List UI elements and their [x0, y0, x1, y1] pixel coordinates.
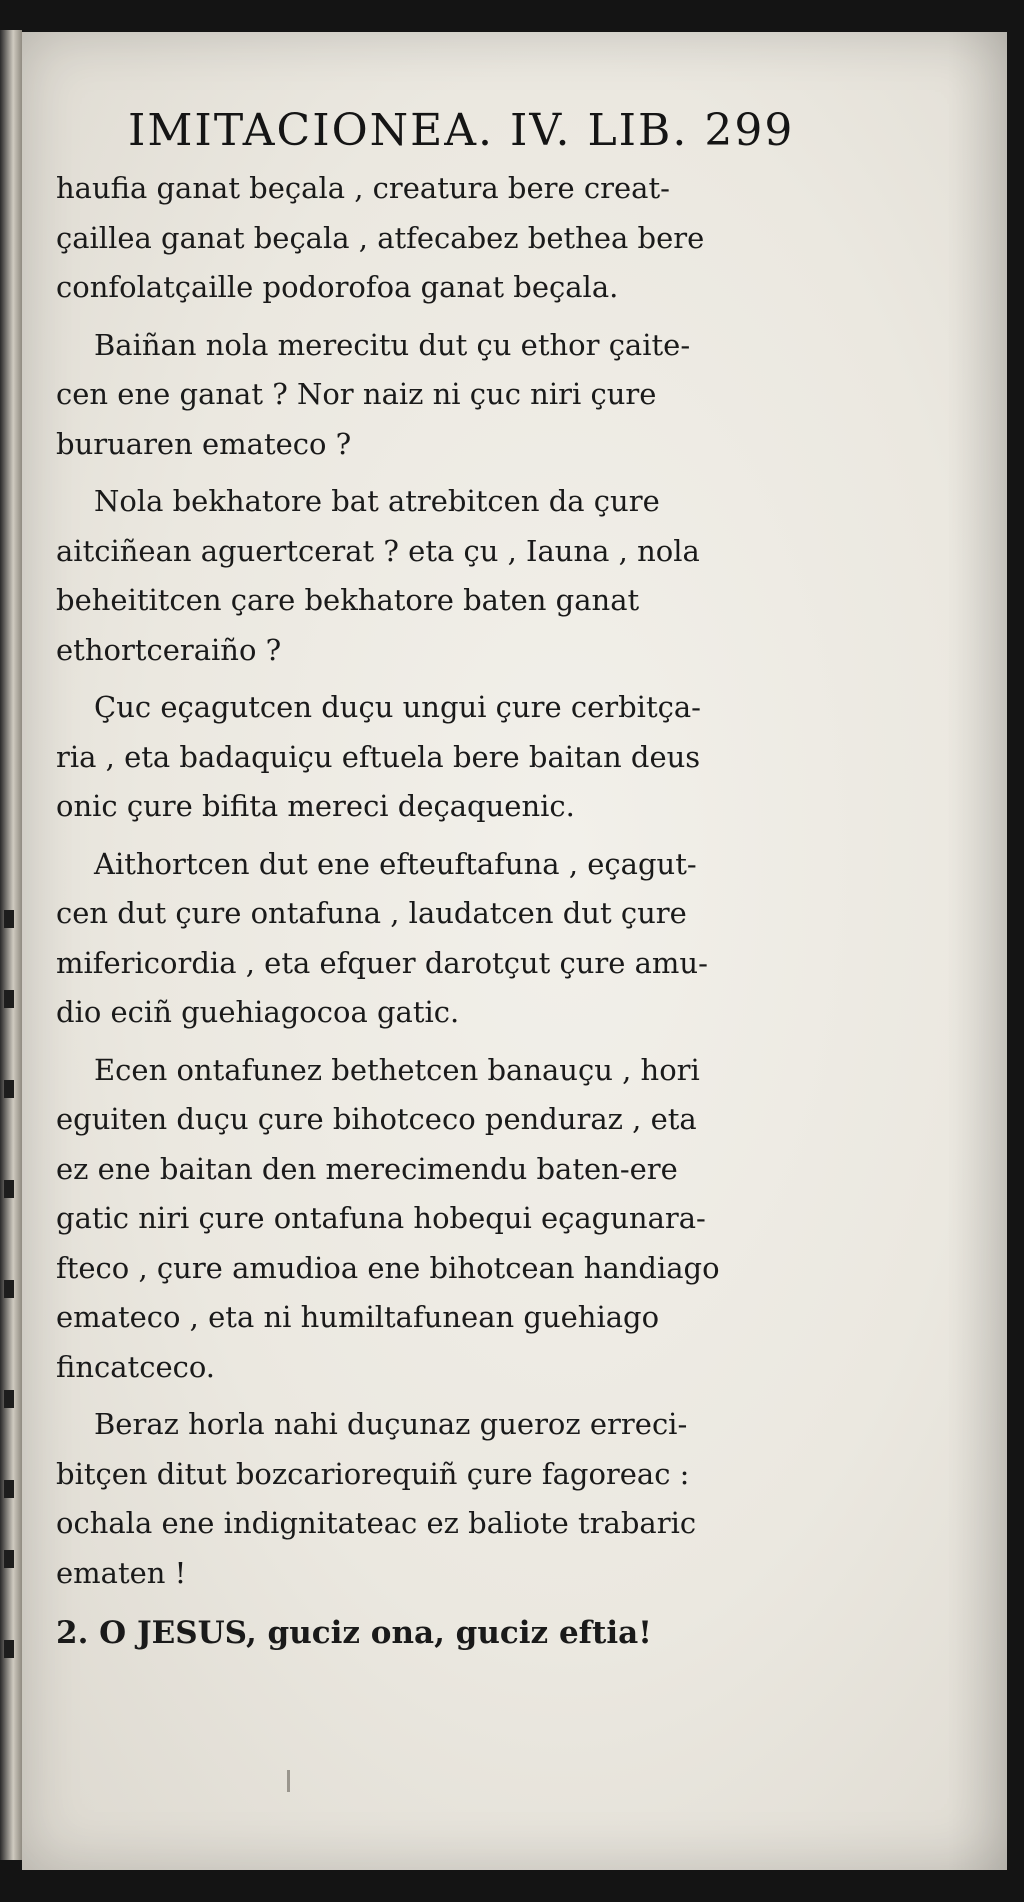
text-line: buruaren emateco ?	[56, 426, 352, 461]
section-heading-line: 2. O JESUS, guciz ona, guciz eftia!	[56, 1615, 652, 1651]
running-head: IMITACIONEA. IV. LIB. 299	[128, 105, 795, 156]
paragraph-2	[56, 321, 846, 470]
text-line: ethortceraiño ?	[56, 632, 282, 667]
page-text-block	[56, 98, 846, 1658]
text-line: beheititcen çare bekhatore baten ganat	[56, 583, 640, 617]
paragraph-6	[56, 1046, 846, 1393]
facing-page-edge	[0, 30, 22, 1860]
text-line: Aithortcen dut ene efteuftafuna , eçagut-	[94, 846, 697, 881]
paragraph-3	[56, 477, 846, 675]
scan-bottom-border	[0, 1870, 1024, 1902]
paragraph-5	[56, 840, 846, 1038]
text-line: fincatceco.	[56, 1349, 216, 1384]
text-line: Beraz horla nahi duçunaz gueroz erreci-	[94, 1407, 688, 1441]
page-speck	[287, 1770, 290, 1792]
paragraph-4	[56, 683, 846, 832]
text-line: ria , eta badaquiçu eftuela bere baitan deus	[56, 739, 701, 774]
book-page	[22, 32, 1007, 1870]
text-line: cen dut çure ontafuna , laudatcen dut çure	[56, 896, 687, 930]
text-line: fteco , çure amudioa ene bihotcean handiago	[56, 1250, 720, 1285]
text-line: gatic niri çure ontafuna hobequi eçagunara-	[56, 1201, 706, 1235]
text-line: eguiten duçu çure bihotceco penduraz , eta	[56, 1102, 697, 1136]
text-line: cen ene ganat ? Nor naiz ni çuc niri çure	[56, 377, 657, 411]
text-line: aitciñean aguertcerat ? eta çu , Iauna , nola	[56, 533, 700, 568]
text-line: onic çure bifita mereci deçaquenic.	[56, 789, 575, 823]
text-line: haufia ganat beçala , creatura bere creat-	[56, 171, 670, 205]
text-line: ochala ene indignitateac ez baliote trabaric	[56, 1506, 697, 1540]
text-line: ematen !	[56, 1555, 187, 1590]
text-line: Çuc eçagutcen duçu ungui çure cerbitça-	[94, 690, 701, 724]
paragraph-7	[56, 1400, 846, 1598]
text-line: bitçen ditut bozcariorequiñ çure fagoreac :	[56, 1456, 690, 1491]
text-line: ez ene baitan den merecimendu baten-ere	[56, 1151, 678, 1186]
text-line: emateco , eta ni humiltafunean guehiago	[56, 1300, 660, 1334]
text-line: Baiñan nola merecitu dut çu ethor çaite-	[94, 327, 691, 362]
text-line: mifericordia , eta efquer darotçut çure amu-	[56, 945, 708, 980]
text-line: Ecen ontafunez bethetcen banauçu , hori	[94, 1052, 700, 1087]
paragraph-1	[56, 164, 846, 313]
text-line: Nola bekhatore bat atrebitcen da çure	[94, 484, 660, 518]
text-line: confolatçaille podorofoa ganat beçala.	[56, 270, 619, 304]
text-line: dio eciñ guehiagocoa gatic.	[56, 995, 460, 1029]
text-line: çaillea ganat beçala , atfecabez bethea bere	[56, 220, 705, 255]
facing-page-text-fragments	[4, 30, 18, 1860]
